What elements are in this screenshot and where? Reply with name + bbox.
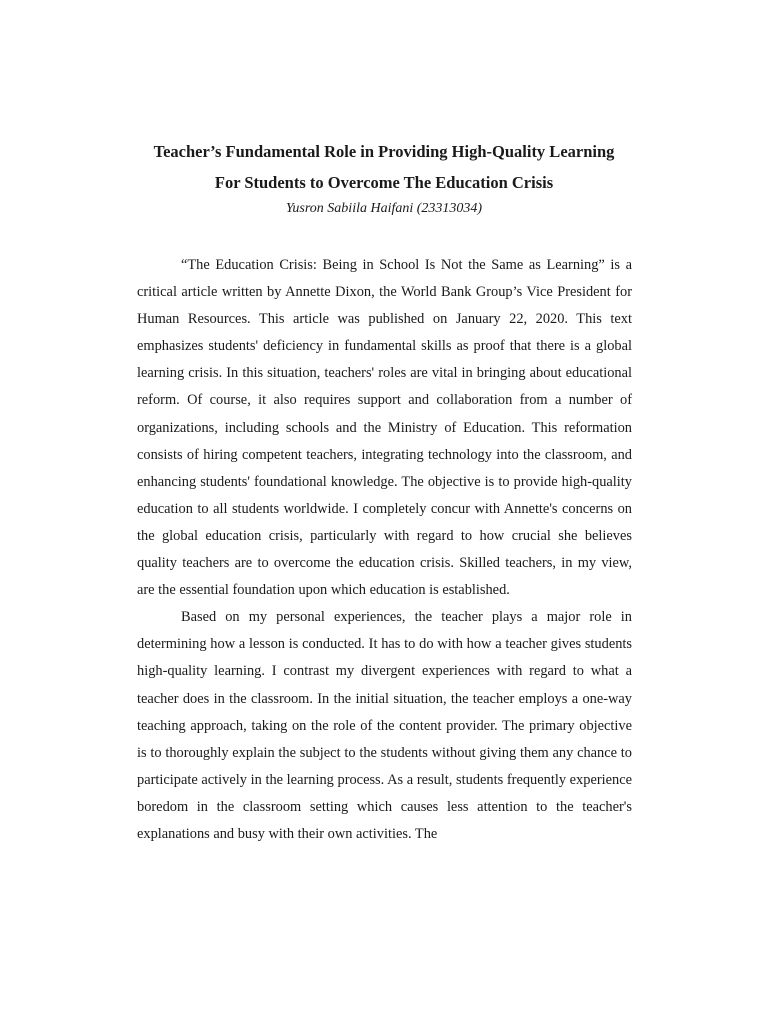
- paragraph-1: “The Education Crisis: Being in School Is Not the Same as Learning” is a critical article written by Annette Dixon, the World Bank Group’s Vice President for Human Resources. This article was published on January 22, 2020. This text emphasizes students' deficiency in fundamental skills as proof that there is a global learning crisis. In this situation, teachers' roles are vital in bringing about educational reform. Of course, it also requires support and collaboration from a number of organizations, including schools and the Ministry of Education. This reformation consists of hiring competent teachers, integrating technology into the classroom, and enhancing students' foundational knowledge. The objective is to provide high-quality education to all students worldwide. I completely concur with Annette's concerns on the global education crisis, particularly with regard to how crucial she believes quality teachers are to overcome the education crisis. Skilled teachers, in my view, are the essential foundation upon which education is established.: [137, 257, 632, 599]
- title-block: [100, 136, 668, 220]
- document-title-line-2: For Students to Overcome The Education Crisis: [214, 173, 554, 192]
- document-title-line-1: Teacher’s Fundamental Role in Providing High-Quality Learning: [153, 142, 615, 161]
- body-text: [137, 252, 632, 848]
- author-line: Yusron Sabiila Haifani (23313034): [285, 201, 483, 216]
- paragraph-2: Based on my personal experiences, the teacher plays a major role in determining how a lesson is conducted. It has to do with how a teacher gives students high-quality learning. I contrast my divergent experiences with regard to what a teacher does in the classroom. In the initial situation, the teacher employs a one-way teaching approach, taking on the role of the content provider. The primary objective is to thoroughly explain the subject to the students without giving them any chance to participate actively in the learning process. As a result, students frequently experience boredom in the classroom setting which causes less attention to the teacher's explanations and busy with their own activities. The: [137, 609, 632, 842]
